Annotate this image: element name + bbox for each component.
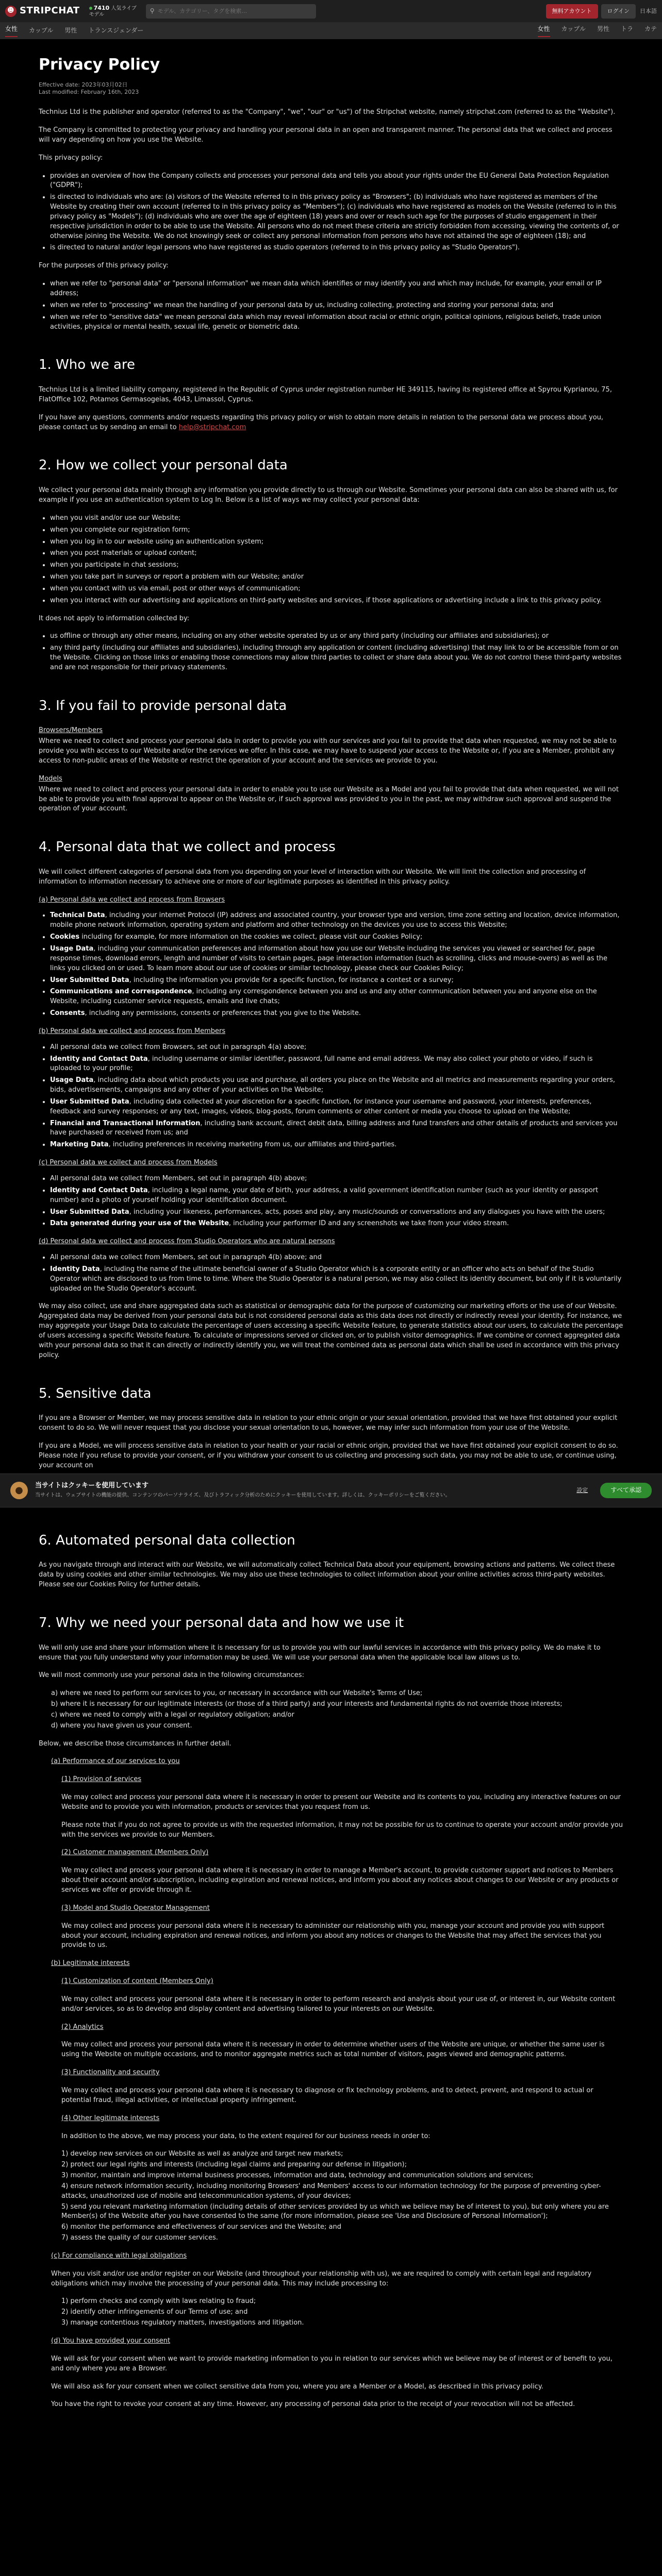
subheading: (a) Personal data we collect and process from Browsers [39, 895, 225, 904]
collection-list [50, 514, 623, 606]
search-box[interactable] [146, 4, 316, 19]
list-item [50, 944, 623, 974]
section-heading: 7. Why we need your personal data and how we use it [39, 1615, 404, 1631]
definition: , including your performer ID and any screenshots we take from your video stream. [228, 1219, 509, 1228]
section-heading: 2. How we collect your personal data [39, 457, 288, 473]
subheading: (b) Legitimate interests [51, 1959, 130, 1968]
list-item [50, 1009, 623, 1019]
term: User Submitted Data [50, 976, 129, 984]
list-item: 7) assess the quality of our customer services. [61, 2234, 218, 2242]
subheading: (4) Other legitimate interests [61, 2114, 160, 2122]
live-dot-icon [89, 7, 92, 10]
logo-text: STRIPCHAT [20, 5, 80, 16]
definition: including for example, for more information on the cookies we collect, please visit our Cookies Policy; [79, 933, 423, 941]
list-item: • is directed to natural and/or legal persons who have registered as studio operators (referred to in this privacy policy as "Studio Operators"). [50, 243, 623, 253]
term: Communications and correspondence [50, 988, 192, 996]
cookie-banner [0, 1473, 662, 1507]
section-paragraph: In addition to the above, we may process your data, to the extent required for our business needs in order to: [61, 2132, 431, 2140]
list-item [50, 911, 623, 930]
list-item: 3) manage contentious regulatory matters, investigations and litigation. [61, 2319, 304, 2327]
list-item: 3) monitor, maintain and improve internal business processes, information and data, technology and communication solutions and services; [61, 2172, 534, 2180]
definition: All personal data we collect from Browsers, set out in paragraph 4(a) above; [50, 1043, 307, 1051]
section-heading: 6. Automated personal data collection [39, 1532, 295, 1548]
section-paragraph: We will also ask for your consent when we collect sensitive data from you, where you are a Member or a Model, as described in this privacy policy. [51, 2382, 543, 2391]
list-item [50, 987, 623, 1007]
subheading: (1) Provision of services [61, 1775, 142, 1784]
list-item: • when you contact with us via email, post or other ways of communication; [50, 584, 623, 594]
list-item: • when you post materials or upload content; [50, 549, 623, 558]
last-modified-date: Last modified: February 16th, 2023 [39, 89, 139, 96]
policy-dates [39, 81, 623, 97]
nav-item-men[interactable]: 男性 [64, 27, 77, 35]
term: Cookies [50, 933, 80, 941]
list-item: • us offline or through any other means, including on any other website operated by us or any third party (including our affiliates and subsidiaries); or [50, 632, 623, 641]
nav-item-couples[interactable]: カップル [29, 27, 54, 35]
intro-paragraph: For the purposes of this privacy policy: [39, 262, 169, 270]
section-paragraph: We may collect and process your personal data where it is necessary in order to manage a Member's account, to provide customer support and notices to Members about their account and/or subscription, including expiration and renewal notices, and inform you about any notices about changes to our Website or any products or services we offer or provide through it. [61, 1867, 619, 1894]
list-item: • when we refer to "sensitive data" we mean personal data which may reveal information about racial or ethnic origin, political opinions, religious beliefs, trade union activities, physical or mental health, sexual life, genetic or biometric data. [50, 313, 623, 332]
section-paragraph [39, 413, 623, 433]
legal-obligations-list [61, 2297, 623, 2328]
section-paragraph: If you are a Browser or Member, we may process sensitive data in relation to your ethnic origin or your sexual orientation, provided that we have first obtained your explicit consent to do so. We will never request that you disclose your sexual orientation to us, however, we may infer such information from your use of the Website. [39, 1414, 618, 1432]
subheading: (d) Personal data we collect and process from Studio Operators who are natural persons [39, 1238, 335, 1246]
search-input[interactable] [158, 8, 312, 14]
studio-data-list [50, 1253, 623, 1294]
section-paragraph: Where we need to collect and process your personal data in order to enable you to use our Website as a Model and you fail to provide that data when requested, we will not be able to provide you with final approval to appear on the Website or, if such approval was provided to you in the past, we may withdraw such approval and suspend the operation of your account. [39, 785, 619, 813]
subheading: (d) You have provided your consent [51, 2337, 171, 2345]
section-paragraph: Please note that if you do not agree to provide us with the requested information, it may not be possible for us to continue to operate your account and/or provide you with the services we provide to our Members. [61, 1821, 623, 1839]
list-item: c) where we need to comply with a legal or regulatory obligation; and/or [51, 1710, 294, 1719]
circumstances-list [51, 1689, 623, 1731]
list-item: 5) send you relevant marketing information (including details of other services provided by us which we believe may be of interest to you), but only where you are Member(s) of the Website after you have consented to the same (for more information, please see 'Use and Disclosure of Personal Information'); [61, 2202, 609, 2221]
term: Consents [50, 1009, 85, 1018]
section-paragraph: Technius Ltd is a limited liability company, registered in the Republic of Cyprus under registration number HE 349115, having its registered office at Spyrou Kyprianou, 75, FlatOffice 102, Potamos Germasogeias, 4043, Limassol, Cyprus. [39, 386, 612, 403]
cookie-icon: ● [10, 1482, 28, 1499]
list-item [50, 1208, 623, 1217]
subheading: (a) Performance of our services to you [51, 1757, 180, 1766]
section-heading: 3. If you fail to provide personal data [39, 698, 287, 714]
cookie-text [35, 1481, 569, 1499]
list-item: • when you take part in surveys or report a problem with our Website; and/or [50, 572, 623, 582]
list-item: 1) develop new services on our Website as well as analyze and target new markets; [61, 2150, 343, 2158]
definition: All personal data we collect from Members, set out in paragraph 4(b) above; and [50, 1253, 322, 1262]
definition: , including preferences in receiving marketing from us, our affiliates and third-parties. [108, 1141, 397, 1149]
member-data-list [50, 1043, 623, 1150]
section-paragraph: We may collect and process your personal data where it is necessary to administer our relationship with you, manage your account and provide you with support about your account, including expiration and renewal notices, and inform you about any notices or changes to the Website that may affect the services that you provide to us. [61, 1922, 605, 1950]
list-item [50, 1253, 623, 1263]
section-paragraph: We will ask for your consent when we want to provide marketing information to you in relation to our services which we believe may be of interest or of benefit to you, and only where you are a Browser. [51, 2354, 613, 2372]
subheading: (1) Customization of content (Members Only) [61, 1977, 213, 1986]
list-item: • when you interact with our advertising and applications on third-party websites and services, if those applications or advertising include a link to this privacy policy. [50, 596, 623, 606]
section-paragraph: We may collect and process your personal data where it is necessary to diagnose or fix technology problems, and to detect, prevent, and respond to actual or potential fraud, illegal activities, or intellectual property infringement. [61, 2086, 593, 2104]
section-paragraph: We may also collect, use and share aggregated data such as statistical or demographic data for the purpose of customizing our marketing efforts or the use of our Website. Aggregated data may be derived from your personal data but is not considered personal data as this data does not directly or indirectly reveal your identity. For instance, we may aggregate your Usage Data to calculate the percentage of users accessing a specific Website feature, to generate statistics about our users, to calculate the percentage of users accessing a specific Website feature. To calculate or impressions served or clicked on, or to publish visitor demographics. If we combine or connect aggregated data with your personal data so that it can directly or indirectly identify you, we will treat the combined data as personal data which shall be used in accordance with this privacy policy. [39, 1302, 623, 1359]
section-paragraph: If you are a Model, we will process sensitive data in relation to your health or your racial or ethnic origin, provided that we have first obtained your explicit consent to do so. Please note if you refuse to provide your consent, or if you withdraw your consent to us collecting and processing such data, you may not be able to use, or continue using, your account on [39, 1442, 618, 1469]
section-paragraph: We may collect and process your personal data where it is necessary in order to determine whether users of the Website are unique, or whether the same user is using the Website on multiple occasions, and to monitor aggregate metrics such as total number of visitors, pages viewed and demographic patterns. [61, 2041, 605, 2059]
live-counter[interactable] [89, 5, 137, 18]
term: Financial and Transactional Information [50, 1119, 201, 1127]
term: Technical Data [50, 911, 105, 920]
subheading: Browsers/Members [39, 726, 103, 735]
term: Usage Data [50, 944, 94, 953]
page-title: Privacy Policy [39, 56, 160, 74]
policy-content [0, 39, 662, 2449]
list-item: a) where we need to perform our services to you, or necessary in accordance with our Website's Terms of Use; [51, 1689, 423, 1698]
cookie-description: 当サイトは、ウェブサイトの機能の提供、コンテンツのパーソナライズ、及びトラフィック分析のためにクッキーを使用しています。詳しくは、クッキーポリシーをご覧ください。 [35, 1493, 451, 1499]
list-item: • when we refer to "personal data" or "personal information" we mean data which identifies or may identify you and which may include, for example, your email or IP address; [50, 279, 623, 299]
definition: , including your likeness, performances, acts, poses and play, any music/sounds or conversations and any dialogues you have with the users; [129, 1208, 605, 1216]
list-item: • any third party (including our affiliates and subsidiaries), including through any application or content (including advertising) that may link to or be accessible from or on the Website. Clicking on those links or enabling those connections may allow third parties to collect or share data about you. We do not control these third-party websites and are not responsible for their privacy statements. [50, 643, 623, 673]
list-item: • is directed to individuals who are: (a) visitors of the Website referred to in this privacy policy as "Browsers"; (b) individuals who have registered as members of the Website by creating their own account (referred to in this privacy policy as "Members"); (c) individuals who have registered as models on the Website (referred to in this privacy policy as "Models"); (d) individuals who are over the age of eighteen (18) years and over or reach such age for the purposes of studio engagement in their respective jurisdiction in order to be able to use the Website. All persons who do not meet these criteria are strictly forbidden from accessing, viewing the contents of, or otherwise joining the Website. We do not knowingly seek or collect any personal information from persons who have not attained the age of eighteen (18); and [50, 193, 623, 241]
section-paragraph: Below, we describe those circumstances in further detail. [39, 1739, 231, 1748]
definitions-list [50, 279, 623, 332]
section-heading: 4. Personal data that we collect and process [39, 839, 336, 855]
subheading: (c) Personal data we collect and process from Models [39, 1159, 218, 1167]
live-label: 人気ライブ [111, 5, 137, 11]
nav-right-categories[interactable]: カテ [644, 25, 657, 33]
definition: , including username or similar identifier, password, full name and email address. We may also collect your photo or video, if such is uploaded to your profile; [50, 1055, 593, 1073]
definition: , including the name of the ultimate beneficial owner of a Studio Operator which is a corporate entity or an officer who acts on behalf of the Studio Operator which are disclosed to us from time to time. Where the Studio Operator is a natural person, we may also collect its identity document, but only if it is voluntarily uploaded on the Studio Operator's account. [50, 1265, 622, 1293]
list-item: • when we refer to "processing" we mean the handling of your personal data by us, including collecting, protecting and storing your personal data; and [50, 301, 623, 311]
intro-list [50, 172, 623, 253]
language-selector[interactable]: 日本語 [640, 7, 657, 14]
login-button[interactable]: ログイン [601, 4, 636, 19]
list-item: • when you log in to our website using an authentication system; [50, 537, 623, 547]
contact-text: If you have any questions, comments and/or requests regarding this privacy policy or wish to obtain more details in relation to the personal data we process about you, please contact us by sending an email to [39, 413, 604, 431]
list-item: 2) identify other infringements of our Terms of use; and [61, 2308, 248, 2316]
term: User Submitted Data [50, 1097, 129, 1106]
list-item [50, 976, 623, 986]
intro-paragraph: This privacy policy: [39, 154, 103, 162]
list-item [50, 933, 623, 942]
list-item: d) where you have given us your consent. [51, 1721, 192, 1730]
subheading: Models [39, 774, 62, 783]
subheading: (3) Model and Studio Operator Management [61, 1904, 210, 1912]
logo-mark-icon: ☻ [5, 6, 16, 17]
definition: , including bank account, direct debit data, billing address and fund transfers and other details of products and services you have purchased or received from us; and [50, 1119, 618, 1137]
list-item [50, 1055, 623, 1074]
live-sub: モデル [89, 11, 105, 18]
definition: , including any correspondence between you and us and any other communication between you and anyone else on the Website, including customer service requests, emails and live chats; [50, 988, 597, 1006]
term: Identity and Contact Data [50, 1055, 148, 1063]
list-item [50, 1265, 623, 1294]
list-item: • when you visit and/or use our Website; [50, 514, 623, 523]
cookie-title: 当サイトはクッキーを使用しています [35, 1482, 149, 1490]
nav-item-women[interactable]: 女性 [5, 25, 18, 37]
nav-right-trans[interactable]: トラ [620, 25, 633, 33]
list-item: • when you complete our registration form; [50, 526, 623, 535]
subheading: (c) For compliance with legal obligations [51, 2251, 187, 2260]
section-paragraph: We may collect and process your personal data where it is necessary in order to perform research and analysis about your use of, or interest in, our Website content and/or services, so as to develop and display content and advertising tailored to your interests on our Website. [61, 1995, 616, 2013]
list-item [50, 1186, 623, 1206]
list-item: 6) monitor the performance and effectiveness of our services and the Website; and [61, 2223, 341, 2231]
list-item [50, 1119, 623, 1139]
definition: All personal data we collect from Members, set out in paragraph 4(b) above; [50, 1175, 307, 1182]
effective-date: Effective date: 2023年03月02日 [39, 81, 128, 88]
definition: , including your internet Protocol (IP) address and associated country, your browser type and version, time zone setting and location, device information, mobile phone network information, operating system and platform and other technology on the devices you use to access this Website; [50, 911, 620, 929]
subheading: (2) Analytics [61, 2023, 104, 2031]
term: Marketing Data [50, 1141, 109, 1149]
term: Data generated during your use of the Website [50, 1219, 229, 1228]
section-paragraph: We may collect and process your personal data where it is necessary in order to present our Website and its contents to you, including any interactive features on our Website and to provide you with information, products or services that you request from us. [61, 1793, 621, 1811]
legitimate-interests-list [61, 2149, 623, 2243]
section-paragraph: You have the right to revoke your consent at any time. However, any processing of personal data prior to the receipt of your revocation will not be affected. [51, 2400, 575, 2409]
section-paragraph: We collect your personal data mainly through any information you provide directly to us through our Website. Sometimes your personal data can also be shared with us, for example if you use an authentication system to Log In. Below is a list of ways we may collect your personal data: [39, 486, 618, 504]
nav-right-couples[interactable]: カップル [561, 25, 586, 33]
section-paragraph: When you visit and/or use and/or register on our Website (and throughout your relationship with us), we are required to comply with certain legal and regulatory obligations which may involve the processing of your personal data. This may include processing to: [51, 2269, 592, 2287]
live-count: 7410 [93, 4, 110, 11]
site-logo[interactable] [5, 4, 80, 18]
cookie-settings-button[interactable]: 設定 [576, 1487, 588, 1494]
subheading: (2) Customer management (Members Only) [61, 1849, 209, 1857]
list-item: 1) perform checks and comply with laws relating to fraud; [61, 2297, 256, 2306]
browser-data-list [50, 911, 623, 1018]
list-item [50, 1219, 623, 1229]
section-paragraph: We will only use and share your information where it is necessary for us to provide you with our lawful services in accordance with this privacy policy. We do make it to ensure that you fully understand why your information may be used. We will use your personal data when the applicable local law allows us to. [39, 1643, 601, 1662]
section-paragraph: Where we need to collect and process your personal data in order to provide you with our services and you fail to provide that data when requested, we may not be able to provide you with access to our Website and/or the services we offer. In this case, we may have to suspend your access to the Website or, if you are a Member, prohibit any access to non-public areas of the Website or restrict the operation of your account and the services we provide to you. [39, 737, 617, 765]
subheading: (3) Functionality and security [61, 2069, 160, 2077]
subheading: (b) Personal data we collect and process from Members [39, 1027, 226, 1035]
nav-item-trans[interactable]: トランスジェンダー [88, 27, 144, 35]
list-item: 2) protect our legal rights and interests (including legal claims and preparing our defense in litigation); [61, 2161, 407, 2169]
definition: , including the information you provide for a specific function, for instance a contest or a survey; [129, 976, 454, 984]
category-nav [0, 23, 662, 39]
list-item [50, 1140, 623, 1150]
list-item: • provides an overview of how the Company collects and processes your personal data and tells you about your rights under the EU General Data Protection Regulation ("GDPR"); [50, 172, 623, 191]
section-heading: 1. Who we are [39, 357, 136, 373]
section-paragraph: We will collect different categories of personal data from you depending on your level of interaction with our Website. We will limit the collection and processing of information to information necessary to achieve one or more of our legitimate purposes as identified in this privacy policy. [39, 868, 586, 886]
help-email-link[interactable]: help@stripchat.com [178, 423, 246, 431]
definition: , including data collected at your discretion for a specific function, for instance your username and password, your interests, preferences, feedback and survey responses; or any text, images, videos, blog-posts, forum comments or other content or media you choose to upload on the Website; [50, 1097, 592, 1115]
intro-paragraph: The Company is committed to protecting your privacy and handling your personal data in an open and transparent manner. The personal data that we collect and process will vary depending on how you use the Website. [39, 126, 613, 144]
section-paragraph: We will most commonly use your personal data in the following circumstances: [39, 1671, 304, 1680]
exclusions-list [50, 632, 623, 672]
nav-right-men[interactable]: 男性 [597, 25, 609, 33]
list-item [50, 1043, 623, 1053]
term: Identity Data [50, 1265, 100, 1273]
definition: , including any permissions, consents or preferences that you give to the Website. [85, 1009, 361, 1018]
list-item: 4) ensure network information security, including monitoring Browsers' and Members' access to our information technology for the purpose of preventing cyber-attacks, unauthorized use of mobile and telecommunication systems, of your devices; [61, 2182, 601, 2200]
cookie-accept-button[interactable]: すべて承認 [600, 1483, 652, 1498]
definition: , including a legal name, your date of birth, your address, a valid government identification number (such as your identity or passport number) and a photo of yourself holding your identification document. [50, 1186, 599, 1204]
top-bar [0, 0, 662, 23]
list-item: • when you participate in chat sessions; [50, 561, 623, 570]
section-paragraph: It does not apply to information collected by: [39, 614, 190, 622]
list-item [50, 1174, 623, 1184]
section-heading: 5. Sensitive data [39, 1385, 152, 1401]
term: User Submitted Data [50, 1208, 129, 1216]
intro-paragraph: Technius Ltd is the publisher and operator (referred to as the "Company", "we", "our" or "us") of the Stripchat website, namely stripchat.com (referred to as the "Website"). [39, 108, 616, 116]
section-paragraph: As you navigate through and interact with our Website, we will automatically collect Technical Data about your equipment, browsing actions and patterns. We collect these data by using cookies and other similar technologies. We may also use these technologies to collect information about your online activities across third-party websites. Please see our Cookies Policy for further details. [39, 1561, 615, 1589]
definition: , including data about which products you use and purchase, all orders you place on the Website and all metrics and measurements regarding your orders, bids, advertisements, campaigns and any other of your activities on the Website; [50, 1076, 615, 1094]
term: Usage Data [50, 1076, 94, 1084]
list-item: b) where it is necessary for our legitimate interests (or those of a third party) and your interests and fundamental rights do not override those interests; [51, 1700, 562, 1708]
search-icon: ⚲ [150, 7, 155, 14]
signup-button[interactable]: 無料アカウント [546, 4, 598, 19]
model-data-list [50, 1174, 623, 1229]
term: Identity and Contact Data [50, 1186, 148, 1194]
definition: , including your communication preferences and information about how you use our Website including the services you viewed or searched for, page response times, download errors, length and number of visits to certain pages, page interaction information (such as scrolling, clicks and mouse-overs) as well as the links you clicked on or used. To learn more about our use of cookies or similar technology, please check our Cookies Policy; [50, 944, 608, 972]
list-item [50, 1076, 623, 1095]
nav-right-women[interactable]: 女性 [538, 25, 550, 37]
list-item [50, 1097, 623, 1117]
